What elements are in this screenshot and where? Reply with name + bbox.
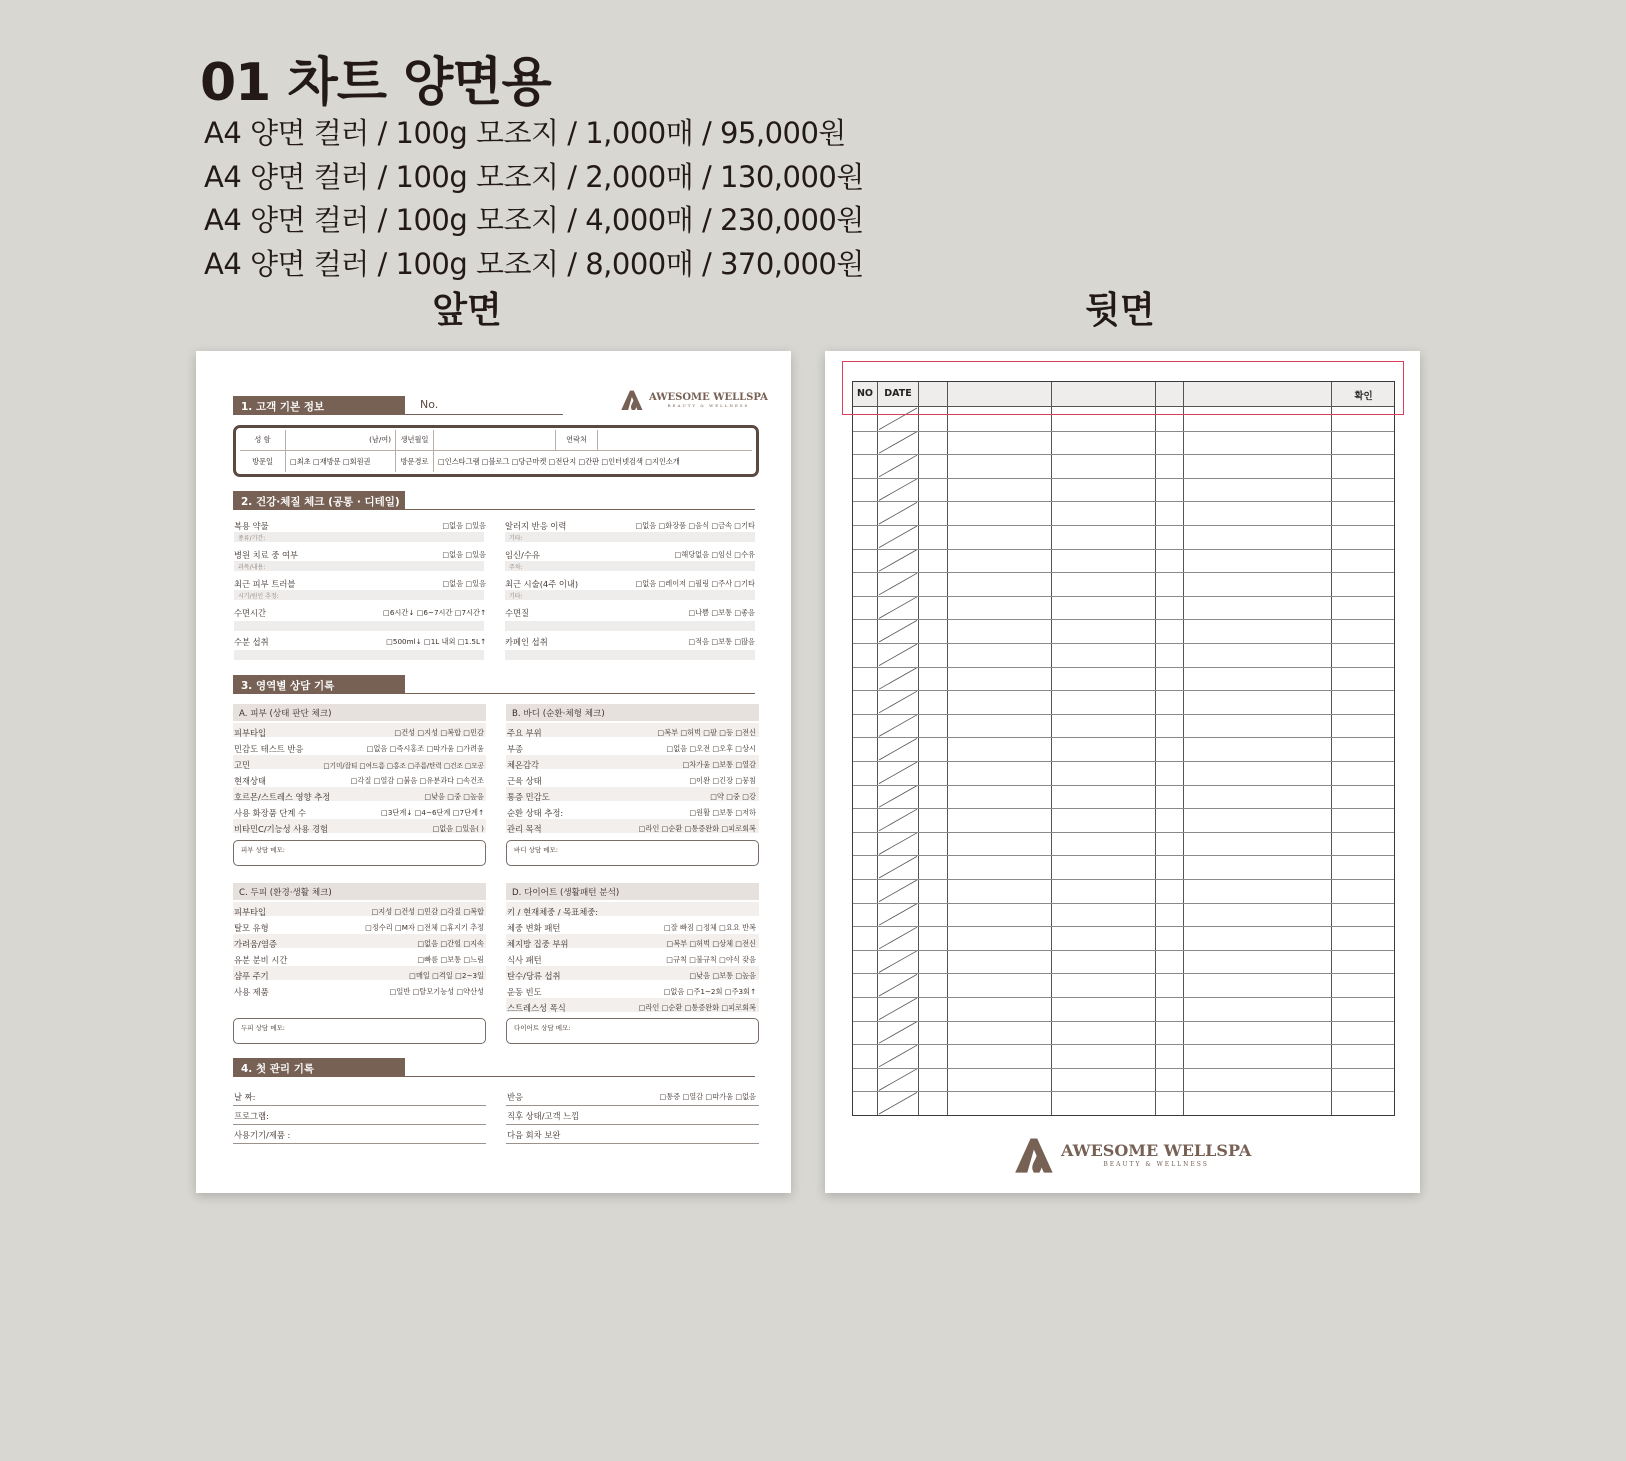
date-slash-line [879,573,917,595]
skin-row-options: □기미/잡티 □여드름 □홍조 □주름/탄력 □건조 □모공 [323,762,484,770]
brand-logo-icon [620,389,645,411]
table-row-line [853,690,1394,691]
col-line [1155,382,1156,1115]
date-slash-line [879,455,917,477]
health-item-label: 최근 피부 트러블 [234,579,296,589]
skin-row-label: 민감도 테스트 반응 [234,744,304,754]
health-item-label: 수분 섭취 [234,637,269,647]
health-item-options: □없음 □있음 [442,550,486,559]
date-slash-line [879,597,917,619]
health-item-shade [234,650,484,660]
scalp-row-options: □빠름 □보통 □느림 [417,955,484,964]
scalp-row-options: □정수리 □M자 □전체 □휴지기 추정 [365,923,484,932]
scalp-row-options: □지성 □건성 □민감 □각질 □복합 [371,907,484,916]
body-memo-field[interactable]: 바디 상담 메모: [506,840,759,866]
body-row-options: □원활 □보통 □저하 [689,808,756,817]
date-slash-line [879,1022,917,1044]
body-row-options: □약 □중 □강 [710,792,756,801]
date-slash-line [879,809,917,831]
table-row-line [853,950,1394,951]
body-row-label: 순환 상태 추정: [507,808,564,818]
record-label: 사용기기/제품 : [234,1130,291,1140]
table-row-line [853,596,1394,597]
visit-label: 방문일 [240,451,286,472]
info-row [240,451,752,472]
date-slash-line [879,904,917,926]
brand-name: AWESOME WELLSPA [649,391,768,403]
record-label: 프로그램: [234,1111,269,1121]
diet-row-options: □없음 □주1~2회 □주3회↑ [663,987,756,996]
table-row-line [853,478,1394,479]
body-row-label: 관리 목적 [507,824,542,834]
diet-row-options: □규칙 □불규칙 □야식 잦음 [666,955,756,964]
date-slash-line [879,927,917,949]
price-list [204,112,864,286]
health-item-label: 카페인 섭취 [505,637,548,647]
record-table [852,381,1395,1116]
health-item-options: □500ml↓ □1L 내외 □1.5L↑ [386,637,486,646]
body-row-options: □복부 □허벅 □팔 □등 □전신 [657,728,756,737]
body-row-label: 부종 [507,744,524,754]
name-label: 성 함 [240,430,286,450]
date-slash-line [879,974,917,996]
scalp-row-options: □일반 □탈모기능성 □약산성 [389,987,484,996]
section2-rule [405,509,755,510]
price-line: A4 양면 컬러 / 100g 모조지 / 4,000매 / 230,000원 [204,203,864,237]
brand-name: AWESOME WELLSPA [1061,1140,1252,1160]
health-item-shade [505,621,755,631]
health-item-options: □나쁨 □보통 □좋음 [688,608,755,617]
table-row-line [853,808,1394,809]
scalp-subsection-title: C. 두피 (환경·생활 체크) [233,883,486,900]
customer-info-box [233,425,759,477]
brand-tagline: BEAUTY & WELLNESS [1103,1160,1209,1168]
date-slash-line [879,856,917,878]
contact-value [598,430,752,450]
health-item-options: □없음 □있음 [442,521,486,530]
table-row-line [853,549,1394,550]
table-row-line [853,997,1394,998]
scalp-row-label: 피부타입 [234,907,267,917]
no-label: No. [420,398,439,411]
body-subsection-title: B. 바디 (순환·체형 체크) [506,704,759,721]
col-line [1051,382,1052,1115]
section4-title: 4. 첫 관리 기록 [233,1058,405,1077]
diet-row-options: □라인 □순환 □통증완화 □피로회복 [638,1003,756,1012]
record-line [233,1105,486,1106]
diet-row-label: 키 / 현재체중 / 목표체중: [507,907,599,917]
scalp-row-label: 유분 분비 시간 [234,955,288,965]
body-row-label: 근육 상태 [507,776,542,786]
diet-row-options: □잘 빠짐 □정체 □요요 반복 [663,923,756,932]
price-line: A4 양면 컬러 / 100g 모조지 / 2,000매 / 130,000원 [204,159,864,194]
date-slash-lines [878,407,918,1117]
skin-row-label: 고민 [234,760,251,770]
table-row-line [853,903,1394,904]
skin-row-label: 호르몬/스트레스 영향 추정 [234,792,331,802]
skin-row-options: □낮음 □중 □높음 [424,792,484,801]
date-slash-line [879,833,917,855]
col-line [1183,382,1184,1115]
diet-row-label: 운동 빈도 [507,987,542,997]
record-label: 직후 상태/고객 느낌 [507,1111,580,1121]
date-slash-line [879,691,917,713]
date-slash-line [879,620,917,642]
table-row-line [853,714,1394,715]
skin-memo-field[interactable]: 피부 상담 메모: [233,840,486,866]
skin-row-options: □건성 □지성 □복합 □민감 [394,728,484,737]
table-row-line [853,501,1394,502]
skin-row-options: □3단계↓ □4~6단계 □7단계↑ [381,808,484,817]
diet-row-label: 탄수/당류 섭취 [507,971,561,981]
header-no: NO [856,388,874,399]
table-row-line [853,572,1394,573]
back-logo [1013,1136,1251,1174]
health-item-hint: 과목/내용: [234,561,484,571]
record-line [233,1124,486,1125]
diet-row-label: 체중 변화 패턴 [507,923,561,933]
body-row-label: 주요 부위 [507,728,542,738]
health-item-options: □없음 □레이저 □필링 □주사 □기타 [635,579,755,588]
body-row-options: □이완 □긴장 □뭉침 [689,776,756,785]
diet-row-options: □복부 □허벅 □상체 □전신 [666,939,756,948]
table-row-line [853,667,1394,668]
diet-row-label: 식사 패턴 [507,955,542,965]
skin-row-options: □각질 □열감 □붉음 □유분과다 □속건조 [350,776,484,785]
date-slash-line [879,738,917,760]
col-line [1331,382,1332,1115]
brand-logo-icon [1013,1136,1057,1174]
date-slash-line [879,502,917,524]
date-slash-line [879,786,917,808]
health-item-options: □없음 □화장품 □음식 □금속 □기타 [635,521,755,530]
table-row-line [853,619,1394,620]
date-slash-line [879,880,917,902]
health-item-label: 병원 치료 중 여부 [234,550,299,560]
skin-row-label: 비타민C/기능성 사용 경험 [234,824,329,834]
body-row-options: □차가움 □보통 □열감 [682,760,756,769]
birth-value [434,430,556,450]
health-item-label: 복용 약물 [234,521,269,531]
date-slash-line [879,1092,917,1114]
table-row-line [853,1091,1394,1092]
skin-row-label: 현재상태 [234,776,267,786]
col-line [947,382,948,1115]
skin-subsection-title: A. 피부 (상태 판단 체크) [233,704,486,721]
health-item-shade [234,621,484,631]
date-slash-line [879,479,917,501]
section3-rule [405,693,755,694]
diet-subsection-title: D. 다이어트 (생활패턴 분석) [506,883,759,900]
col-line [918,382,919,1115]
back-sheet [825,351,1420,1193]
brand-tagline: BEAUTY & WELLNESS [667,402,750,408]
front-sheet [196,351,791,1193]
health-item-hint: 기타: [505,590,755,600]
header-highlight-box [842,361,1404,415]
diet-memo-field[interactable]: 다이어트 상담 메모: [506,1018,759,1044]
section2-title: 2. 건강·체질 체크 (공통 · 디테일) [233,491,405,510]
scalp-row-options: □매일 □격일 □2~3일 [409,971,484,980]
front-label: 앞면 [432,290,502,331]
diet-row-label: 체지방 집중 부위 [507,939,569,949]
body-row-options: □없음 □오전 □오후 □상시 [666,744,756,753]
date-slash-line [879,715,917,737]
record-line [233,1143,486,1144]
health-item-label: 수면질 [505,608,530,618]
record-line [506,1105,759,1106]
health-item-label: 최근 시술(4주 이내) [505,579,579,589]
table-row-line [853,879,1394,880]
health-item-hint: 주차: [505,561,755,571]
date-slash-line [879,951,917,973]
skin-row-label: 사용 화장품 단계 수 [234,808,307,818]
table-row-line [853,761,1394,762]
record-line [506,1143,759,1144]
birth-label: 생년월일 [396,430,434,450]
table-row-line [853,973,1394,974]
section4-rule [405,1076,755,1077]
page-title: 01 차트 양면용 [200,53,551,113]
route-label: 방문경로 [396,451,434,472]
back-label: 뒷면 [1085,290,1155,331]
diet-row-label: 스트레스성 폭식 [507,1003,566,1013]
date-slash-line [879,1069,917,1091]
contact-label: 연락처 [556,430,598,450]
body-row-options: □라인 □순환 □통증완화 □피로회복 [638,824,756,833]
health-item-label: 임신/수유 [505,550,540,560]
table-row-line [853,643,1394,644]
record-options: □통증 □열감 □따가움 □없음 [659,1092,756,1101]
price-line: A4 양면 컬러 / 100g 모조지 / 8,000매 / 370,000원 [204,246,864,281]
health-item-shade [505,650,755,660]
table-row-line [853,1044,1394,1045]
section1-title: 1. 고객 기본 정보 [233,396,405,415]
scalp-row-options: □없음 □간헐 □지속 [417,939,484,948]
date-slash-line [879,668,917,690]
health-item-options: □적음 □보통 □많음 [688,637,755,646]
route-options: □인스타그램 □블로그 □당근마켓 □전단지 □간판 □인터넷검색 □지인소개 [438,456,680,466]
date-slash-line [879,762,917,784]
health-item-hint: 시기/원인 추정: [234,590,484,600]
date-slash-line [879,432,917,454]
health-item-options: □없음 □있음 [442,579,486,588]
info-row [240,430,752,451]
date-slash-line [879,998,917,1020]
visit-options: □최초 □재방문 □회원권 [286,451,396,472]
record-label: 날 짜: [234,1092,256,1102]
record-label: 반응 [507,1092,524,1102]
table-row-line [853,525,1394,526]
table-row-line [853,855,1394,856]
body-row-label: 통증 민감도 [507,792,550,802]
health-item-hint: 기타: [505,532,755,542]
front-logo [620,389,768,411]
header-confirm: 확인 [1354,391,1373,402]
scalp-row-label: 탈모 유형 [234,923,269,933]
skin-row-label: 피부타입 [234,728,267,738]
skin-row-options: □없음 □있음( ) [432,824,484,833]
scalp-row-label: 사용 제품 [234,987,269,997]
body-row-label: 체온감각 [507,760,540,770]
table-row-line [853,926,1394,927]
table-row-line [853,1068,1394,1069]
date-slash-line [879,644,917,666]
date-slash-line [879,1045,917,1067]
table-row-line [853,431,1394,432]
date-slash-line [879,550,917,572]
scalp-memo-field[interactable]: 두피 상담 메모: [233,1018,486,1044]
gender-cell: (남/여) [286,430,396,450]
table-row-line [853,1021,1394,1022]
health-item-options: □해당없음 □임신 □수유 [674,550,755,559]
section1-rule [405,414,563,415]
table-row-line [853,785,1394,786]
skin-row-options: □없음 □즉시홍조 □따가움 □가려움 [366,744,484,753]
table-row-line [853,832,1394,833]
price-line: A4 양면 컬러 / 100g 모조지 / 1,000매 / 95,000원 [204,116,846,150]
header-date: DATE [884,388,912,399]
table-row-line [853,454,1394,455]
health-item-options: □6시간↓ □6~7시간 □7시간↑ [383,608,486,617]
health-item-label: 알러지 반응 이력 [505,521,567,531]
record-label: 다음 회차 보완 [507,1130,561,1140]
scalp-row-label: 샴푸 주기 [234,971,269,981]
record-line [506,1124,759,1125]
diet-row-options: □낮음 □보통 □높음 [689,971,756,980]
scalp-row-label: 가려움/염증 [234,939,277,949]
health-item-label: 수면시간 [234,608,267,618]
table-row-line [853,737,1394,738]
date-slash-line [879,526,917,548]
section3-title: 3. 영역별 상담 기록 [233,675,405,694]
health-item-hint: 종류/기간: [234,532,484,542]
